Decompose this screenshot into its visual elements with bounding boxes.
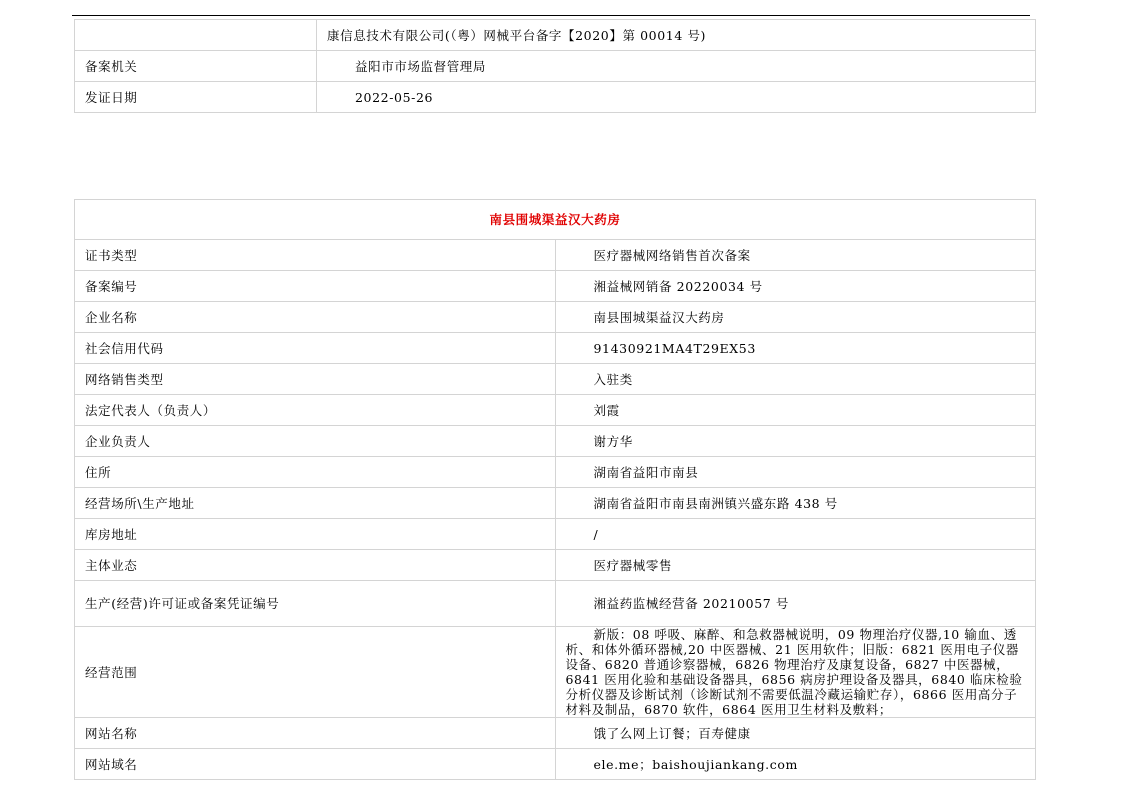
row-value: 湖南省益阳市南县南洲镇兴盛东路 438 号 bbox=[555, 488, 1036, 519]
table-row bbox=[75, 302, 1036, 333]
row-value: 医疗器械网络销售首次备案 bbox=[555, 240, 1036, 271]
previous-record-table bbox=[74, 19, 1036, 113]
row-value: 刘霞 bbox=[555, 395, 1036, 426]
table-row bbox=[75, 333, 1036, 364]
table-row bbox=[75, 426, 1036, 457]
row-value: 2022-05-26 bbox=[317, 82, 1036, 113]
table-row bbox=[75, 82, 1036, 113]
row-label: 网络销售类型 bbox=[75, 364, 556, 395]
table-row bbox=[75, 488, 1036, 519]
record-title: 南县围城渠益汉大药房 bbox=[75, 200, 1036, 240]
record-table bbox=[74, 199, 1036, 780]
row-label: 证书类型 bbox=[75, 240, 556, 271]
table-title-row bbox=[75, 200, 1036, 240]
table-row bbox=[75, 550, 1036, 581]
row-label: 经营范围 bbox=[75, 627, 556, 718]
row-value: ele.me；baishoujiankang.com bbox=[555, 749, 1036, 780]
table-row bbox=[75, 20, 1036, 51]
row-label: 住所 bbox=[75, 457, 556, 488]
table-row bbox=[75, 718, 1036, 749]
row-value: 南县围城渠益汉大药房 bbox=[555, 302, 1036, 333]
row-value: 谢方华 bbox=[555, 426, 1036, 457]
row-label: 主体业态 bbox=[75, 550, 556, 581]
row-label: 社会信用代码 bbox=[75, 333, 556, 364]
business-scope-cell bbox=[555, 627, 1036, 718]
row-label: 备案编号 bbox=[75, 271, 556, 302]
row-value: / bbox=[555, 519, 1036, 550]
table-row bbox=[75, 51, 1036, 82]
row-label: 经营场所\生产地址 bbox=[75, 488, 556, 519]
table-row bbox=[75, 395, 1036, 426]
row-value: 湘益药监械经营备 20210057 号 bbox=[555, 581, 1036, 627]
row-value: 湘益械网销备 20220034 号 bbox=[555, 271, 1036, 302]
table-row bbox=[75, 581, 1036, 627]
row-label: 企业名称 bbox=[75, 302, 556, 333]
row-value: 医疗器械零售 bbox=[555, 550, 1036, 581]
row-label: 生产(经营)许可证或备案凭证编号 bbox=[75, 581, 556, 627]
table-row bbox=[75, 240, 1036, 271]
row-label: 企业负责人 bbox=[75, 426, 556, 457]
table-row bbox=[75, 271, 1036, 302]
page-top-rule bbox=[72, 15, 1030, 16]
business-scope-text: 新版：08 呼吸、麻醉、和急救器械说明，09 物理治疗仪器,10 输血、透析、和体外循环器械,20 中医器械、21 医用软件；旧版：6821 医用电子仪器设备、6820 普通诊察器械，6826 物理治疗及康复设备，6827 中医器械，6841 医用化验和基础设备器具，6856 病房护理设备及器具，6840 临床检验分析仪器及诊断试剂（诊断试剂不需要低温冷藏运输贮存），6866 医用高分子材料及制品，6870 软件，6864 医用卫生材料及敷料； bbox=[565, 627, 1023, 717]
table-row bbox=[75, 749, 1036, 780]
row-label bbox=[75, 20, 317, 51]
row-label: 网站域名 bbox=[75, 749, 556, 780]
table-row bbox=[75, 627, 1036, 718]
row-value: 91430921MA4T29EX53 bbox=[555, 333, 1036, 364]
row-label: 备案机关 bbox=[75, 51, 317, 82]
row-value: 湖南省益阳市南县 bbox=[555, 457, 1036, 488]
row-label: 库房地址 bbox=[75, 519, 556, 550]
row-value: 饿了么网上订餐；百寿健康 bbox=[555, 718, 1036, 749]
row-label: 法定代表人（负责人） bbox=[75, 395, 556, 426]
row-label: 网站名称 bbox=[75, 718, 556, 749]
table-row bbox=[75, 364, 1036, 395]
table-row bbox=[75, 519, 1036, 550]
platform-record-text: 康信息技术有限公司(（粤）网械平台备字【2020】第 00014 号) bbox=[317, 20, 1036, 51]
table-row bbox=[75, 457, 1036, 488]
row-value: 益阳市市场监督管理局 bbox=[317, 51, 1036, 82]
row-value: 入驻类 bbox=[555, 364, 1036, 395]
row-label: 发证日期 bbox=[75, 82, 317, 113]
